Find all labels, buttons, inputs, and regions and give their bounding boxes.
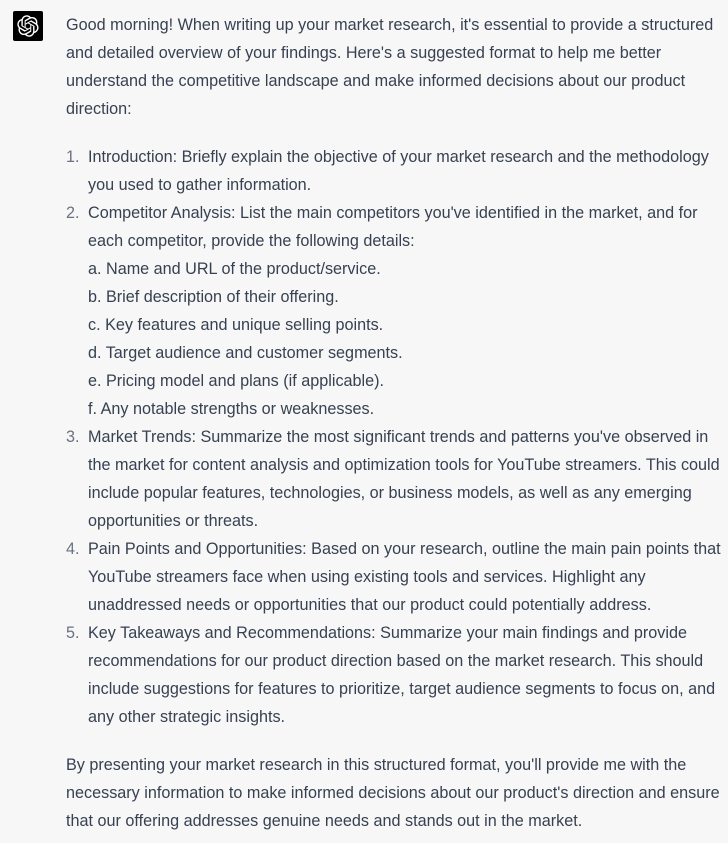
list-item-text: Competitor Analysis: List the main competitors you've identified in the market, and for each competitor, provide the following details: [88, 204, 698, 250]
sub-item: c. Key features and unique selling points. [88, 316, 384, 334]
list-number: 3. [66, 428, 80, 446]
sub-item: f. Any notable strengths or weaknesses. [88, 400, 375, 418]
list-item [66, 619, 724, 731]
list-item [66, 143, 724, 199]
list-item [66, 535, 724, 619]
list-item-text: Key Takeaways and Recommendations: Summarize your main findings and provide recommendations for our product direction based on the market research. This should include suggestions for features to prioritize, target audience segments to focus on, and any other strategic insights. [88, 624, 716, 726]
intro-paragraph: Good morning! When writing up your market research, it's essential to provide a structured and detailed overview of your findings. Here's a suggested format to help me better understand the competitive landscape and make informed decisions about our product direction: [66, 16, 714, 118]
sub-item: d. Target audience and customer segments. [88, 344, 403, 362]
sub-item: a. Name and URL of the product/service. [88, 260, 381, 278]
sub-item: b. Brief description of their offering. [88, 288, 339, 306]
list-item-text: Market Trends: Summarize the most significant trends and patterns you've observed in the market for content analysis and optimization tools for YouTube streamers. This could include popular features, technologies, or business models, as well as any emerging opportunities or threats. [88, 428, 720, 530]
list-number: 1. [66, 148, 80, 166]
list-item-text: Pain Points and Opportunities: Based on your research, outline the main pain points that YouTube streamers face when using existing tools and services. Highlight any unaddressed needs or opportunities that our product could potentially address. [88, 540, 721, 614]
message-content [66, 11, 724, 835]
list-number: 2. [66, 204, 80, 222]
closing-paragraph: By presenting your market research in this structured format, you'll provide me with the necessary information to make informed decisions about our product's direction and ensure that our offering addresses genuine needs and stands out in the market. [66, 756, 720, 830]
list-number: 5. [66, 624, 80, 642]
list-item [66, 199, 724, 423]
format-list [66, 143, 724, 731]
avatar [13, 11, 43, 41]
sub-item: e. Pricing model and plans (if applicable). [88, 372, 385, 390]
openai-logo-icon [17, 15, 39, 37]
list-item-text: Introduction: Briefly explain the objective of your market research and the methodology you used to gather information. [88, 148, 709, 194]
list-item [66, 423, 724, 535]
list-number: 4. [66, 540, 80, 558]
